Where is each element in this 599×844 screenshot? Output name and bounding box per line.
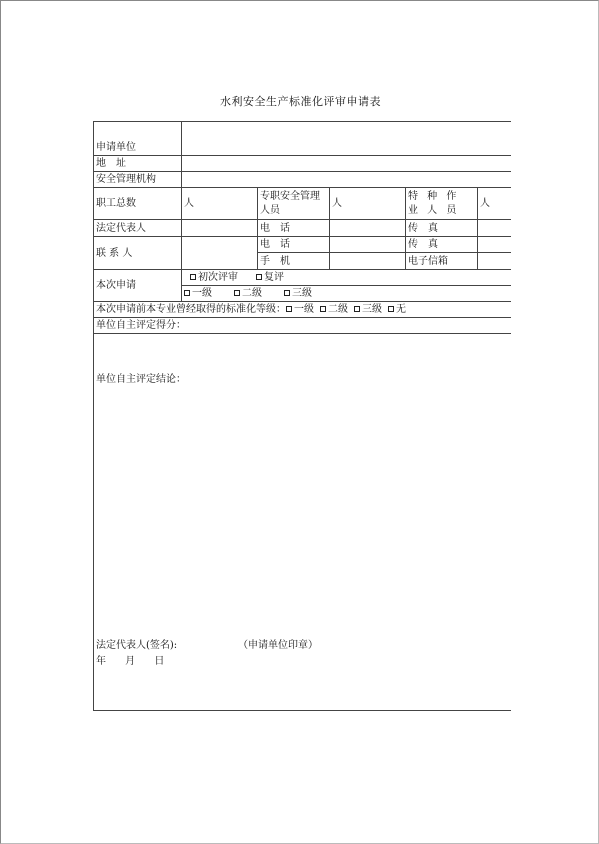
row-applicant bbox=[94, 122, 512, 156]
form-title: 水利安全生产标准化评审申请表 bbox=[220, 95, 381, 108]
safety-org-label: 安全管理机构 bbox=[94, 172, 182, 188]
date-label: 年 月 日 bbox=[96, 656, 167, 667]
row-safety-org bbox=[94, 172, 512, 188]
previous-level-cell bbox=[94, 302, 512, 318]
contact-field[interactable] bbox=[182, 237, 258, 270]
level3-option[interactable] bbox=[284, 286, 312, 301]
address-label: 地 址 bbox=[94, 156, 182, 172]
row-legal-rep bbox=[94, 220, 512, 237]
row-contact bbox=[94, 237, 512, 253]
row-self-conclusion bbox=[94, 334, 512, 711]
row-application-type bbox=[94, 270, 512, 286]
level3-checkbox[interactable] bbox=[284, 290, 290, 296]
prev-level2-label: 二级 bbox=[328, 304, 348, 315]
row-self-score bbox=[94, 318, 512, 334]
level3-label: 三级 bbox=[292, 288, 312, 299]
row-address bbox=[94, 156, 512, 172]
staff-total-label: 职工总数 bbox=[94, 188, 182, 220]
level2-label: 二级 bbox=[242, 288, 262, 299]
prev-level3-label: 三级 bbox=[362, 304, 382, 315]
legal-rep-field[interactable] bbox=[182, 220, 258, 237]
previous-level-label: 本次申请前本专业曾经取得的标准化等级： bbox=[96, 304, 286, 315]
prev-level1-checkbox[interactable] bbox=[286, 306, 292, 312]
first-review-option[interactable] bbox=[190, 270, 238, 285]
legal-rep-phone-field[interactable] bbox=[330, 220, 406, 237]
legal-rep-fax-label: 传 真 bbox=[406, 220, 478, 237]
first-review-checkbox[interactable] bbox=[190, 274, 196, 280]
contact-label: 联 系 人 bbox=[94, 237, 182, 270]
special-ops-unit: 人 bbox=[480, 198, 490, 209]
special-ops-field[interactable] bbox=[478, 188, 512, 220]
applicant-label: 申请单位 bbox=[94, 122, 182, 156]
level1-checkbox[interactable] bbox=[184, 290, 190, 296]
self-conclusion-cell[interactable] bbox=[94, 334, 512, 711]
prev-level3-checkbox[interactable] bbox=[354, 306, 360, 312]
application-level-options bbox=[182, 286, 512, 302]
self-conclusion-label: 单位自主评定结论： bbox=[96, 374, 186, 385]
address-field[interactable] bbox=[182, 156, 512, 172]
row-staff bbox=[94, 188, 512, 220]
this-application-label: 本次申请 bbox=[94, 270, 182, 302]
safety-org-field[interactable] bbox=[182, 172, 512, 188]
prev-none-option[interactable] bbox=[388, 304, 406, 315]
prev-level3-option[interactable] bbox=[354, 304, 382, 315]
level1-option[interactable] bbox=[184, 286, 212, 301]
special-ops-label: 特 种 作 业 人 员 bbox=[406, 188, 478, 220]
email-field[interactable] bbox=[478, 253, 512, 270]
staff-total-field[interactable] bbox=[182, 188, 258, 220]
self-score-label: 单位自主评定得分： bbox=[96, 320, 186, 331]
re-review-option[interactable] bbox=[256, 270, 284, 285]
re-review-label: 复评 bbox=[264, 272, 284, 283]
full-time-safety-unit: 人 bbox=[332, 198, 342, 209]
re-review-checkbox[interactable] bbox=[256, 274, 262, 280]
prev-none-label: 无 bbox=[396, 304, 406, 315]
contact-phone-label: 电 话 bbox=[258, 237, 330, 253]
prev-level1-option[interactable] bbox=[286, 304, 314, 315]
prev-level1-label: 一级 bbox=[294, 304, 314, 315]
first-review-label: 初次评审 bbox=[198, 272, 238, 283]
mobile-field[interactable] bbox=[330, 253, 406, 270]
self-score-cell[interactable] bbox=[94, 318, 512, 334]
prev-level2-option[interactable] bbox=[320, 304, 348, 315]
email-label: 电子信箱 bbox=[406, 253, 478, 270]
mobile-label: 手 机 bbox=[258, 253, 330, 270]
application-form-frame bbox=[93, 121, 511, 711]
application-form-table bbox=[93, 121, 511, 711]
legal-rep-phone-label: 电 话 bbox=[258, 220, 330, 237]
level2-checkbox[interactable] bbox=[234, 290, 240, 296]
contact-phone-field[interactable] bbox=[330, 237, 406, 253]
applicant-field[interactable] bbox=[182, 122, 512, 156]
signature-label: 法定代表人(签名): bbox=[96, 640, 178, 651]
seal-label: （申请单位印章） bbox=[238, 640, 318, 651]
legal-rep-label: 法定代表人 bbox=[94, 220, 182, 237]
row-previous-level bbox=[94, 302, 512, 318]
staff-total-unit: 人 bbox=[184, 198, 194, 209]
full-time-safety-label: 专职安全管理人员 bbox=[258, 188, 330, 220]
application-type-options bbox=[182, 270, 512, 286]
contact-fax-label: 传 真 bbox=[406, 237, 478, 253]
contact-fax-field[interactable] bbox=[478, 237, 512, 253]
prev-level2-checkbox[interactable] bbox=[320, 306, 326, 312]
legal-rep-fax-field[interactable] bbox=[478, 220, 512, 237]
full-time-safety-field[interactable] bbox=[330, 188, 406, 220]
prev-none-checkbox[interactable] bbox=[388, 306, 394, 312]
level1-label: 一级 bbox=[192, 288, 212, 299]
level2-option[interactable] bbox=[234, 286, 262, 301]
